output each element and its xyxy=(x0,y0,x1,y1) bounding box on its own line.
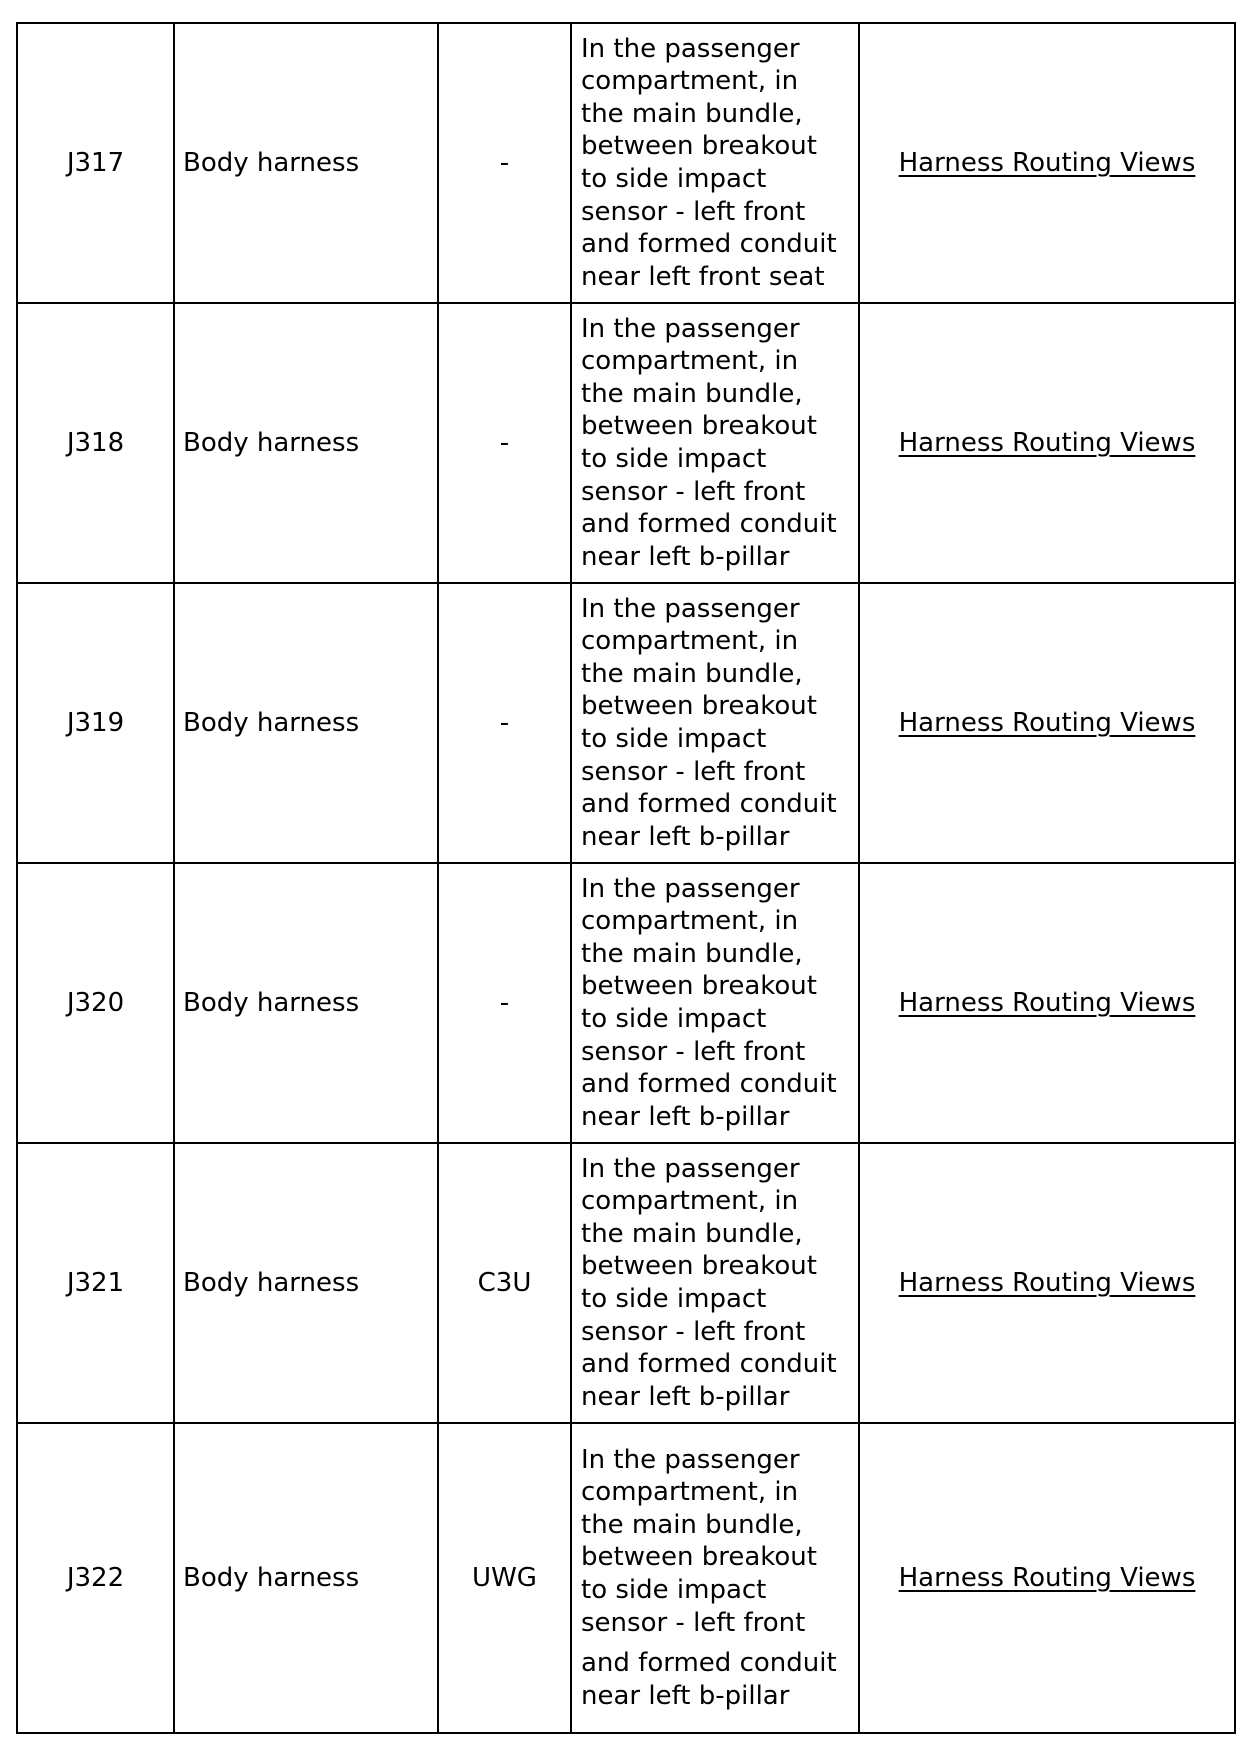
connector-id: J319 xyxy=(17,583,174,863)
option-code: - xyxy=(438,23,571,303)
connector-id: J317 xyxy=(17,23,174,303)
harness-routing-views-link[interactable]: Harness Routing Views xyxy=(898,1562,1196,1593)
location-line: In the passenger xyxy=(581,873,800,904)
location-line: the main bundle, xyxy=(581,658,803,689)
location-line: and formed conduit xyxy=(581,1069,837,1100)
harness-name: Body harness xyxy=(174,1423,438,1733)
location-line: near left b-pillar xyxy=(581,1381,790,1412)
location-line: and formed conduit xyxy=(581,1648,837,1679)
location-line: compartment, in xyxy=(581,346,799,377)
location-line: the main bundle, xyxy=(581,1509,803,1540)
connector-id: J320 xyxy=(17,863,174,1143)
option-code: UWG xyxy=(438,1423,571,1733)
location-line: to side impact xyxy=(581,1004,767,1034)
link-cell xyxy=(859,863,1235,1143)
location-line: sensor - left front xyxy=(581,1607,806,1638)
location-line: near left b-pillar xyxy=(581,541,790,572)
harness-name: Body harness xyxy=(174,863,438,1143)
location-line: In the passenger xyxy=(581,313,800,344)
link-cell xyxy=(859,1423,1235,1733)
link-cell xyxy=(859,303,1235,583)
location-cell xyxy=(571,1143,859,1423)
location-line: compartment, in xyxy=(581,1186,799,1217)
location-cell xyxy=(571,23,859,303)
location-line: sensor - left front xyxy=(581,1316,806,1347)
location-line: between breakout xyxy=(581,131,817,162)
location-line: sensor - left front xyxy=(581,756,806,787)
table-row xyxy=(17,1423,1235,1733)
table-row xyxy=(17,1143,1235,1423)
location-line: and formed conduit xyxy=(581,1349,837,1380)
location-line: near left b-pillar xyxy=(581,821,790,852)
location-cell xyxy=(571,303,859,583)
connector-id: J321 xyxy=(17,1143,174,1423)
location-line: In the passenger xyxy=(581,33,800,64)
location-line: compartment, in xyxy=(581,626,799,657)
table-row xyxy=(17,23,1235,303)
harness-routing-views-link[interactable]: Harness Routing Views xyxy=(898,147,1196,178)
location-line: compartment, in xyxy=(581,1477,799,1508)
harness-routing-views-link[interactable]: Harness Routing Views xyxy=(898,1267,1196,1298)
harness-routing-views-link[interactable]: Harness Routing Views xyxy=(898,427,1196,458)
location-line: the main bundle, xyxy=(581,98,803,129)
location-line: between breakout xyxy=(581,971,817,1002)
option-code: - xyxy=(438,583,571,863)
location-line: near left b-pillar xyxy=(581,1101,790,1132)
link-cell xyxy=(859,23,1235,303)
location-line: In the passenger xyxy=(581,1153,800,1184)
location-cell xyxy=(571,1423,859,1733)
location-line: and formed conduit xyxy=(581,789,837,820)
location-line: and formed conduit xyxy=(581,229,837,260)
link-cell xyxy=(859,1143,1235,1423)
location-line: In the passenger xyxy=(581,1444,800,1475)
link-cell xyxy=(859,583,1235,863)
location-line: to side impact xyxy=(581,1284,767,1314)
table-row xyxy=(17,583,1235,863)
location-line: near left front seat xyxy=(581,261,825,292)
location-line: near left b-pillar xyxy=(581,1680,790,1711)
location-line: to side impact xyxy=(581,164,767,194)
location-line: to side impact xyxy=(581,1575,767,1605)
location-line: to side impact xyxy=(581,724,767,754)
location-line: between breakout xyxy=(581,691,817,722)
table-row xyxy=(17,863,1235,1143)
harness-name: Body harness xyxy=(174,303,438,583)
location-line: compartment, in xyxy=(581,906,799,937)
connector-table xyxy=(16,22,1236,1734)
location-line: between breakout xyxy=(581,1542,817,1573)
option-code: - xyxy=(438,863,571,1143)
option-code: C3U xyxy=(438,1143,571,1423)
option-code: - xyxy=(438,303,571,583)
connector-id: J322 xyxy=(17,1423,174,1733)
location-cell xyxy=(571,863,859,1143)
location-cell xyxy=(571,583,859,863)
location-line: compartment, in xyxy=(581,66,799,97)
location-line: between breakout xyxy=(581,1251,817,1282)
location-line: the main bundle, xyxy=(581,1218,803,1249)
harness-name: Body harness xyxy=(174,1143,438,1423)
connector-id: J318 xyxy=(17,303,174,583)
location-line: sensor - left front xyxy=(581,476,806,507)
location-line: sensor - left front xyxy=(581,196,806,227)
harness-name: Body harness xyxy=(174,23,438,303)
location-line: to side impact xyxy=(581,444,767,474)
location-line: sensor - left front xyxy=(581,1036,806,1067)
harness-routing-views-link[interactable]: Harness Routing Views xyxy=(898,987,1196,1018)
harness-name: Body harness xyxy=(174,583,438,863)
table-row xyxy=(17,303,1235,583)
location-line: the main bundle, xyxy=(581,378,803,409)
location-line: In the passenger xyxy=(581,593,800,624)
location-line: and formed conduit xyxy=(581,509,837,540)
harness-routing-views-link[interactable]: Harness Routing Views xyxy=(898,707,1196,738)
location-line: between breakout xyxy=(581,411,817,442)
location-line: the main bundle, xyxy=(581,938,803,969)
